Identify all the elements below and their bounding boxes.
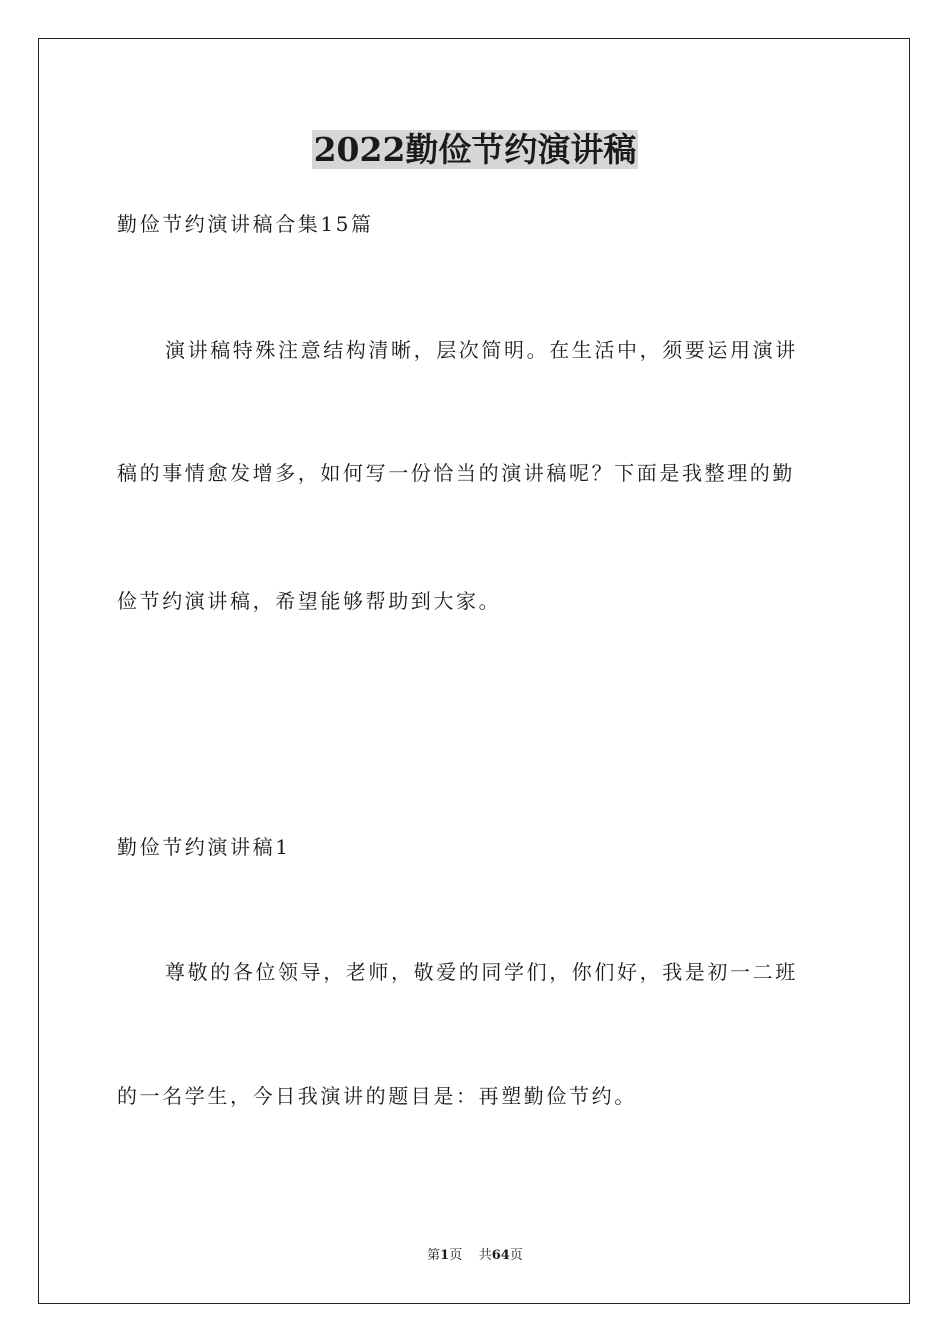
title-text: 2022勤俭节约演讲稿 [313,130,637,169]
footer-page-prefix: 第 [427,1248,441,1263]
intro-paragraph-line-2: 稿的事情愈发增多，如何写一份恰当的演讲稿呢？下面是我整理的勤 [117,461,795,485]
footer-page-number: 1 [440,1248,450,1263]
page-footer [0,1247,950,1265]
footer-total-pages: 64 [491,1248,510,1263]
speech-line-2: 的一名学生，今日我演讲的题目是：再塑勤俭节约。 [117,1084,637,1108]
intro-paragraph-line-3: 俭节约演讲稿，希望能够帮助到大家。 [117,589,502,613]
document-title [0,128,950,172]
intro-paragraph-line-1: 演讲稿特殊注意结构清晰，层次简明。在生活中，须要运用演讲 [165,338,798,362]
footer-total-prefix: 共 [478,1248,492,1263]
footer-total-suffix: 页 [509,1248,523,1263]
footer-page-suffix: 页 [449,1248,463,1263]
document-subtitle: 勤俭节约演讲稿合集15篇 [117,212,374,236]
section-heading: 勤俭节约演讲稿1 [117,835,291,859]
speech-line-1: 尊敬的各位领导，老师，敬爱的同学们，你们好，我是初一二班 [165,960,798,984]
